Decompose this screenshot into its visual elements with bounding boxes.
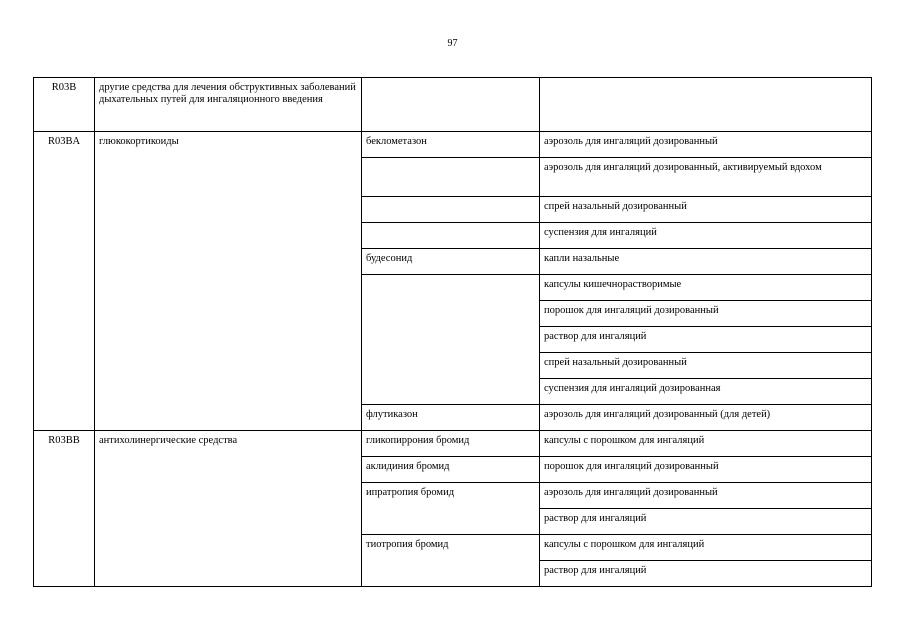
drug-name: тиотропия бромид — [362, 535, 540, 587]
dosage-form: аэрозоль для ингаляций дозированный (для детей) — [540, 405, 872, 431]
dosage-form: суспензия для ингаляций — [540, 223, 872, 249]
dosage-form: спрей назальный дозированный — [540, 353, 872, 379]
empty-cell — [362, 158, 540, 197]
drug-name: флутиказон — [362, 405, 540, 431]
empty-cell — [362, 275, 540, 405]
atc-group-name: другие средства для лечения обструктивных заболеваний дыхательных путей для ингаляционного введения — [95, 78, 362, 132]
drug-table — [33, 77, 872, 587]
dosage-form: капсулы с порошком для ингаляций — [540, 431, 872, 457]
atc-code: R03B — [34, 78, 95, 132]
dosage-form: капсулы с порошком для ингаляций — [540, 535, 872, 561]
atc-group-name: антихолинергические средства — [95, 431, 362, 587]
drug-name: ипратропия бромид — [362, 483, 540, 535]
dosage-form: аэрозоль для ингаляций дозированный, активируемый вдохом — [540, 158, 872, 197]
table-row — [34, 431, 872, 457]
atc-group-name: глюкокортикоиды — [95, 132, 362, 431]
drug-name: аклидиния бромид — [362, 457, 540, 483]
empty-cell — [362, 78, 540, 132]
dosage-form: раствор для ингаляций — [540, 327, 872, 353]
atc-code: R03BA — [34, 132, 95, 431]
empty-cell — [362, 223, 540, 249]
dosage-form: порошок для ингаляций дозированный — [540, 301, 872, 327]
empty-cell — [362, 197, 540, 223]
page-number: 97 — [447, 38, 458, 49]
dosage-form: спрей назальный дозированный — [540, 197, 872, 223]
drug-name: будесонид — [362, 249, 540, 275]
dosage-form: суспензия для ингаляций дозированная — [540, 379, 872, 405]
table-row — [34, 78, 872, 132]
drug-name: беклометазон — [362, 132, 540, 158]
dosage-form: капсулы кишечнорастворимые — [540, 275, 872, 301]
atc-code: R03BB — [34, 431, 95, 587]
drug-name: гликопиррония бромид — [362, 431, 540, 457]
dosage-form: аэрозоль для ингаляций дозированный — [540, 483, 872, 509]
table-row — [34, 132, 872, 158]
empty-cell — [540, 78, 872, 132]
dosage-form: раствор для ингаляций — [540, 509, 872, 535]
dosage-form: аэрозоль для ингаляций дозированный — [540, 132, 872, 158]
dosage-form: раствор для ингаляций — [540, 561, 872, 587]
dosage-form: капли назальные — [540, 249, 872, 275]
dosage-form: порошок для ингаляций дозированный — [540, 457, 872, 483]
